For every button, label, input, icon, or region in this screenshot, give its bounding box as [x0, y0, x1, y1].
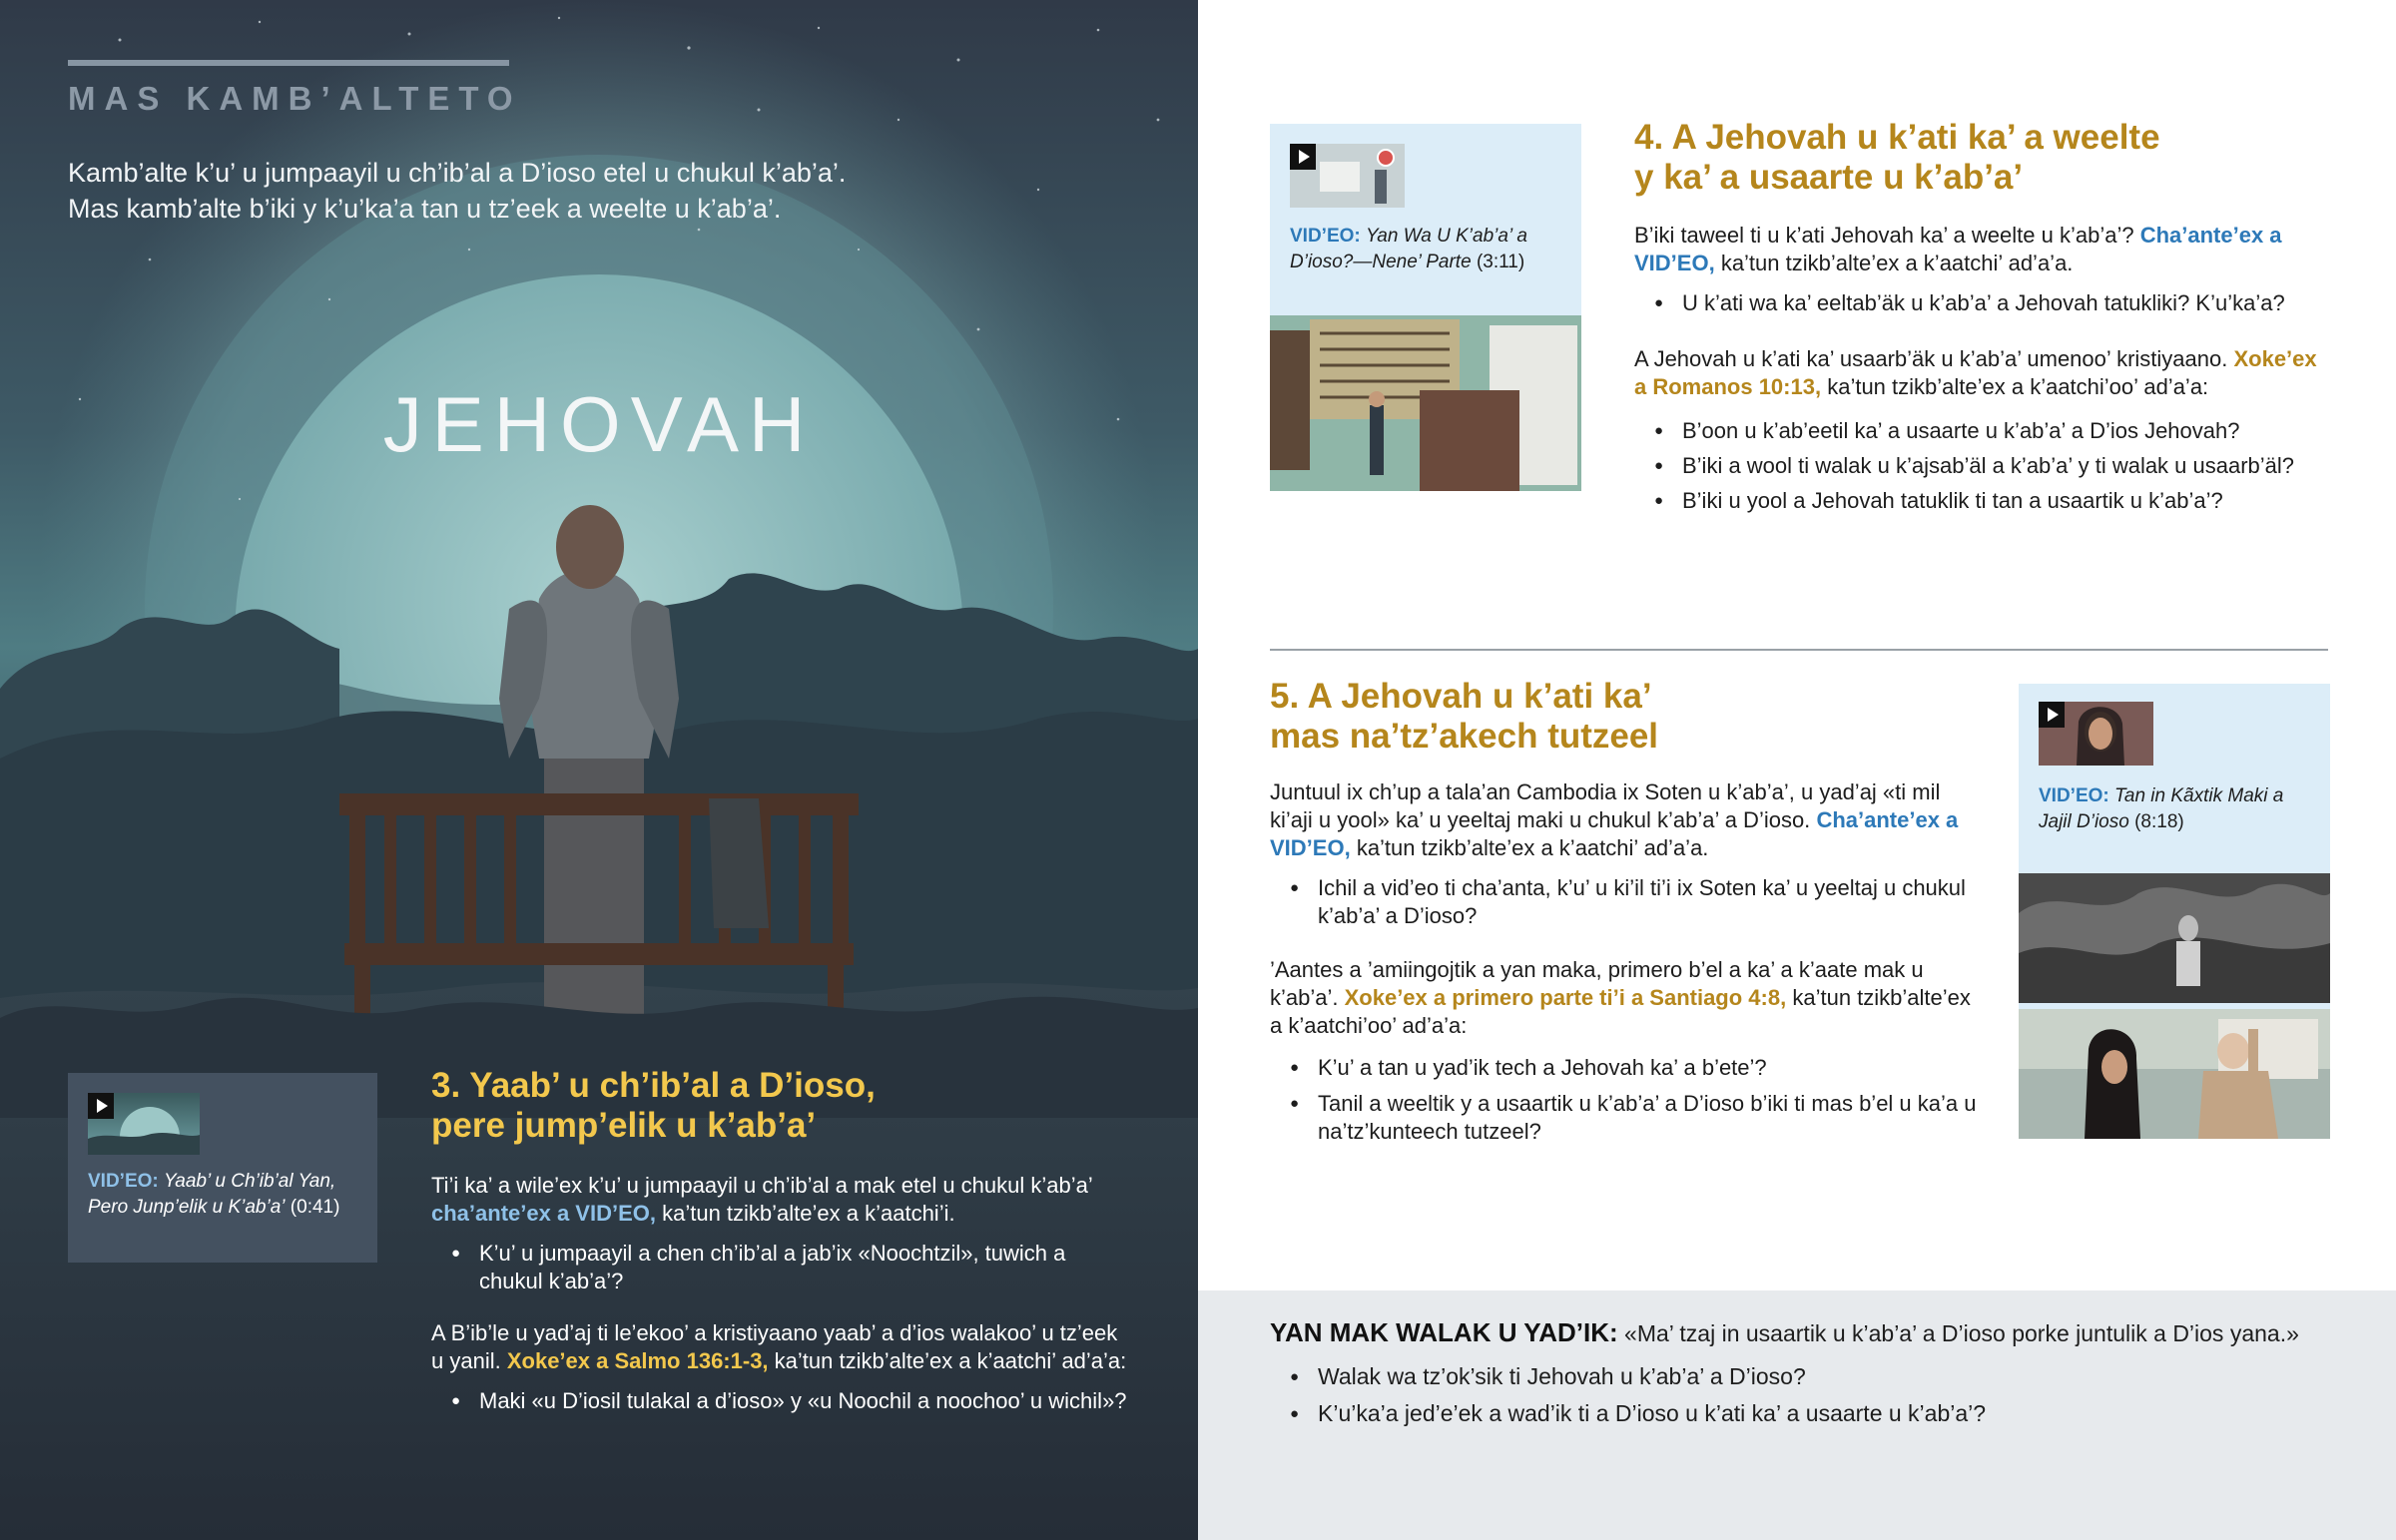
video-tag: VID’EO: [88, 1171, 159, 1192]
question-item: ● B’iki a wool ti walak u k’ajsab’äl a k’ab’a’ y ti walak u usaarb’äl? [1634, 448, 2333, 483]
question-item: ● Walak wa tz’ok’sik ti Jehovah u k’ab’a’ a D’ioso? [1270, 1358, 2358, 1395]
manuscript-photo [1270, 315, 1581, 491]
summary-quote: «Ma’ tzaj in usaartik u k’ab’a’ a D’ioso porke juntulik a D’ios yana.» [1624, 1320, 2299, 1346]
scripture-link[interactable]: Xoke’ex a primero parte ti’i a Santiago 4:8, [1344, 985, 1787, 1010]
question-item: ● Ichil a vid’eo ti cha’anta, k’u’ u ki’il ti’i ix Soten ka’ u yeeltaj u chukul k’ab’a’ a D’ioso? [1270, 874, 1989, 930]
section-4 [1634, 118, 2333, 518]
video-thumbnail[interactable] [1290, 144, 1405, 208]
video-thumbnail[interactable] [88, 1093, 200, 1155]
moon-title: JEHOVAH [382, 380, 816, 468]
section-4-para-2 [1634, 345, 2333, 401]
summary-questions [1270, 1358, 2358, 1432]
play-icon[interactable] [1290, 144, 1316, 170]
video-caption [1290, 224, 1569, 275]
summary-lead: YAN MAK WALAK U YAD’IK: [1270, 1317, 1618, 1347]
question-item: ● Maki «u D’iosil tulakal a d’ioso» y «u Noochil a noochoo’ u wichil»? [431, 1387, 1130, 1415]
para-tail: ka’tun tzikb’alte’ex a k’aatchi’ ad’a’a. [1720, 251, 2074, 275]
section-4-para-1 [1634, 222, 2333, 277]
section-4-questions-2 [1634, 413, 2333, 518]
question-item: ● Tanil a weeltik y a usaartik u k’ab’a’ a D’ioso b’iki ti mas b’el u ka’a u na’tz’kunteech tutzeel? [1270, 1090, 1989, 1146]
header-rule [68, 60, 509, 66]
heading-line-2: pere jump’elik u k’ab’a’ [431, 1106, 817, 1145]
summary-section [1270, 1317, 2358, 1432]
section-5-para-2 [1270, 956, 1989, 1040]
right-page [1198, 0, 2396, 1540]
section-5-para-1 [1270, 778, 1989, 862]
video-duration: (8:18) [2134, 811, 2184, 832]
video-duration: (0:41) [290, 1197, 340, 1218]
para-tail: ka’tun tzikb’alte’ex a k’aatchi’ ad’a’a: [774, 1348, 1127, 1373]
video-duration: (3:11) [1476, 252, 1525, 272]
video-caption [2039, 783, 2318, 835]
heading-line-1: 5. A Jehovah u k’ati ka’ [1270, 677, 1652, 716]
heading-line-2: mas na’tz’akech tutzeel [1270, 717, 1659, 756]
heading-line-1: 3. Yaab’ u ch’ib’al a D’ioso, [431, 1066, 876, 1105]
section-3-questions-1 [431, 1240, 1130, 1295]
scripture-link[interactable]: Xoke’ex a Romanos 10:13, [1634, 346, 2317, 399]
play-icon[interactable] [88, 1093, 114, 1119]
para-tail: ka’tun tzikb’alte’ex a k’aatchi’ ad’a’a. [1356, 835, 1709, 860]
video-card-section4[interactable] [1270, 124, 1581, 491]
question-item: ● B’oon u k’ab’eetil ka’ a usaarte u k’ab’a’ a D’ios Jehovah? [1634, 413, 2333, 448]
video-title[interactable]: Yaab’ u Ch’ib’al Yan, Pero Junp’elik u K’ab’a’ [88, 1171, 336, 1218]
video-tag: VID’EO: [1290, 226, 1361, 247]
question-item: ● B’iki u yool a Jehovah tatuklik ti tan a usaartik u k’ab’a’? [1634, 483, 2333, 518]
summary-objection [1270, 1317, 2358, 1348]
para-text: Juntuul ix ch’up a tala’an Cambodia ix Soten u k’ab’a’, u yad’aj «ti mil ki’aji u yool» ka’ u yeeltaj maki u chukul k’ab’a’ a D’ioso. [1270, 779, 1941, 832]
scripture-link[interactable]: Xoke’ex a Salmo 136:1-3, [506, 1348, 769, 1373]
forest-girl-photo [2019, 873, 2330, 1003]
video-thumbnail[interactable] [2039, 702, 2153, 766]
video-card-section3[interactable] [68, 1073, 377, 1263]
section-3-heading [431, 1066, 1130, 1146]
intro-text [68, 155, 966, 227]
question-item: ● U k’ati wa ka’ eeltab’äk u k’ab’a’ a Jehovah tatukliki? K’u’ka’a? [1634, 289, 2333, 317]
para-tail: ka’tun tzikb’alte’ex a k’aatchi’oo’ ad’a’a: [1270, 985, 1971, 1038]
video-tag: VID’EO: [2039, 785, 2109, 806]
para-text: ’Aantes a ’amiingojtik a yan maka, primero b’el a ka’ a k’aate mak u k’ab’a’. [1270, 957, 1924, 1010]
para-text: Ti’i ka’ a wile’ex k’u’ u jumpaayil u ch’ib’al a mak etel u chukul k’ab’a’ [431, 1173, 1092, 1198]
section-4-questions-1 [1634, 289, 2333, 317]
section-5-questions-1 [1270, 874, 1989, 930]
heading-line-1: 4. A Jehovah u k’ati ka’ a weelte [1634, 118, 2160, 157]
para-text: A Jehovah u k’ati ka’ usaarb’äk u k’ab’a’ umenoo’ kristiyaano. [1634, 346, 2228, 371]
video-card-section5[interactable] [2019, 684, 2330, 1139]
para-tail: ka’tun tzikb’alte’ex a k’aatchi’oo’ ad’a’a: [1827, 374, 2209, 399]
para-text: B’iki taweel ti u k’ati Jehovah ka’ a weelte u k’ab’a’? [1634, 223, 2134, 248]
intro-line-2: Mas kamb’alte b’iki y k’u’ka’a tan u tz’eek a weelte u k’ab’a’. [68, 194, 782, 224]
question-item: ● K’u’ a tan u yad’ik tech a Jehovah ka’ a b’ete’? [1270, 1054, 1989, 1082]
video-caption [88, 1169, 367, 1221]
para-text: A B’ib’le u yad’aj ti le’ekoo’ a kristiyaano yaab’ a d’ios walakoo’ u tz’eek u yanil. [431, 1320, 1118, 1373]
section-5-questions-2 [1270, 1054, 1989, 1146]
section-5 [1270, 677, 1989, 1146]
intro-line-1: Kamb’alte k’u’ u jumpaayil u ch’ib’al a D’ioso etel u chukul k’ab’a’. [68, 158, 847, 188]
para-tail: ka’tun tzikb’alte’ex a k’aatchi’i. [662, 1201, 955, 1226]
section-3-para-1 [431, 1172, 1130, 1228]
section-header: MAS KAMB’ALTETO [68, 80, 522, 117]
question-item: ● K’u’ka’a jed’e’ek a wad’ik ti a D’ioso u k’ati ka’ a usaarte u k’ab’a’? [1270, 1395, 2358, 1432]
video-title[interactable]: Tan in Kãxtik Maki a Jajil D’ioso [2039, 785, 2284, 832]
heading-line-2: y ka’ a usaarte u k’ab’a’ [1634, 158, 2024, 197]
play-icon[interactable] [2039, 702, 2065, 728]
section-4-heading [1634, 118, 2333, 198]
conversation-photo [2019, 1009, 2330, 1139]
watch-video-link[interactable]: Cha’ante’ex a VID’EO, [1634, 223, 2282, 275]
watch-video-link[interactable]: Cha’ante’ex a VID’EO, [1270, 807, 1959, 860]
video-title[interactable]: Yan Wa U K’ab’a’ a D’ioso?—Nene’ Parte [1290, 226, 1527, 272]
question-item: ● K’u’ u jumpaayil a chen ch’ib’al a jab’ix «Noochtzil», tuwich a chukul k’ab’a’? [431, 1240, 1130, 1295]
section-3 [431, 1066, 1130, 1415]
section-divider [1270, 649, 2328, 651]
section-3-para-2 [431, 1319, 1130, 1375]
section-3-questions-2 [431, 1387, 1130, 1415]
section-5-heading [1270, 677, 1989, 757]
watch-video-link[interactable]: cha’ante’ex a VID’EO, [431, 1201, 656, 1226]
